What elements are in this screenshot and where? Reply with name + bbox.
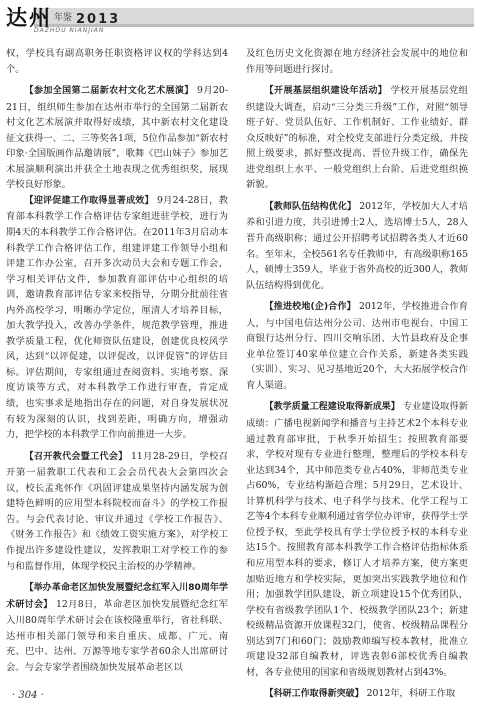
section-body: 2012年，学校加大人才培养和引进力度，共引进博士2人，选培博士5人，28人晋升高级职称；通过公开招聘考试招聘各类人才近60名。至年末，全校561名专任教师中，有高级职称165人，硕博士359人，毕业于省外高校的近300人，教师队伍结构得到优化。 [246,200,468,291]
page-number: · 304 · [12,690,44,701]
section-heading: 【教学质量工程建设取得新成果】 [264,402,400,413]
section [246,686,468,703]
right-column [246,46,468,703]
section-heading: 【参加全国第二届新农村文化艺术展演】 [24,86,194,97]
section [246,299,468,393]
section-body: 9月24-28日，教育部本科教学工作合格评估专家组进驻学校，进行为期4天的本科教学工作合格评估。在2011年3月启动本科教学工作合格评估工作，组建评建工作领导小组和评建工作办公室，召开多次动员大会和专题工作会，学习相关评估文件，参加教育部评估中心组织的培训，邀请教育部评估专家来校指导，分期分批前往省内外高校学习，明晰办学定位，厘清人才培养目标，加大教学投入，改善办学条件，规范教学管理，推进教学质量工程，优化师资队伍建设，创建优良校风学风，达到“以评促建，以评促改，以评促管”的评估目标。评估期间，专家组通过查阅资料、实地考察、深度访谈等方式，对本科教学工作进行审查，肯定成绩，也实事求是地指出存在的问题，对自身发展状况有较为深刻的认识，找到差距，明确方向，增强动力，把学校的本科教学工作向前推进一大步。 [6,194,228,441]
section-body: 11月28-29日，学校召开第一届教职工代表和工会会员代表大会第四次会议，校长孟兆怀作《巩固评建成果坚持内涵发展为创建特色鲜明的应用型本科院校而奋斗》的学校工作报告。与会代表讨论、审议并通过《学校工作报告》、《财务工作报告》和《绩效工资实施方案》，对学校工作提出许多建设性建议，发挥教职工对学校工作的参与和监督作用，体现学校民主治校的办学精神。 [6,450,228,572]
section [6,580,228,675]
section-heading: 【迎评促建工作取得显著成效】 [24,195,154,206]
section [6,193,228,443]
yearbook-pinyin: DAZHOU NIANJIAN [34,27,105,34]
section-heading: 【开展基层组织建设年活动】 [264,86,388,97]
section [6,449,228,574]
section-heading: 【科研工作取得新突破】 [264,689,364,700]
section-body: 2012年，科研工作取 [366,688,456,700]
section [6,83,228,193]
section-heading: 【召开教代会暨工代会】 [24,451,128,462]
section-body: 12月8日，革命老区加快发展暨纪念红军入川80周年学术研讨会在该校隆重举行，省社科联、达州市相关部门领导和来自重庆、成都、广元、南充、巴中、达州、万源等地专家学者60余人出席研讨会。与会专家学者围绕加快发展革命老区以 [6,598,228,673]
section-body: 2012年，学校推进合作育人，与中国电信达州分公司、达州市电视台、中国工商银行达州分行、四川交响乐团、大竹县政府及企事业单位签订40家单位建立合作关系，新建各类实践（实训）、实习、见习基地近20个，大大拓展学校合作育人渠道。 [246,301,468,391]
left-column [6,46,228,675]
section [246,199,468,293]
yearbook-year: 2013 [76,12,121,27]
section-heading: 【推进校地(企)合作】 [264,302,356,313]
section-body: 9月20-21日，组织师生参加在达州市举行的全国第二届新农村文化艺术展演并取得好成绩，其中新农村文化建设征文获得一、二、三等奖各1项，5位作品参加“新农村印象·全国版画作品邀请展”，歌舞《巴山妹子》参加艺术展演顺利演出并获全土地表现之优秀组织奖，展现学校良好形象。 [6,85,228,191]
yearbook-title: 达州 [6,6,52,30]
section-heading: 【举办革命老区加快发展暨纪念红军入川80周年学术研讨会】 [6,583,228,610]
section-heading: 【教师队伍结构优化】 [264,201,357,212]
section-body: 学校开展基层党组织建设大调查，启动“三分类三升级”工作，对照“领导班子好、党员队伍好、工作机制好、工作业绩好、群众反映好”的标准，对全校党支部进行分类定级，并按照上级要求，抓好整改提高、晋位升级工作，确保先进党组织上水平、一般党组织上台阶、后进党组织换新貌。 [246,85,468,191]
section [246,399,468,680]
yearbook-subtitle: 年鉴 [54,13,73,23]
section [246,83,468,193]
paragraph: 权，学校具有副高职务任职资格评议权的学科达到4个。 [6,48,228,75]
section-body: 专业建设取得新成绩：广播电视新闻学和播音与主持艺术2个本科专业通过教育部审批，于秋季开始招生；按照教育部要求，学校对现有专业进行整理，整理后的学校本科专业达到34个，其中师范类专业占40%，非师范类专业占60%，专业结构渐趋合理；5月29日，艺术设计、计算机科学与技术、电子科学与技术、化学工程与工艺等4个本科专业顺利通过省学位办评审，获得学士学位授予权，至此学校具有学士学位授予权的本科专业达15个。按照教育部本科教学工作合格评估指标体系和应用型本科的要求，修订人才培养方案，使方案更加贴近地方和学校实际，更加突出实践教学地位和作用；加强教学团队建设，新立项建设15个优秀团队，学校有省级教学团队1个、校级教学团队23个；新建校级精品资源开放课程32门，使省、校级精品课程分别达到7门和60门；鼓励教师编写校本教材，批准立项建设32部自编教材，评选表彰6部校优秀自编教材，各专业使用的国家和省级规划教材占到43%。 [246,401,468,678]
running-header [0,0,483,44]
paragraph: 及红色历史文化资源在地方经济社会发展中的地位和作用等问题进行探讨。 [246,48,468,75]
